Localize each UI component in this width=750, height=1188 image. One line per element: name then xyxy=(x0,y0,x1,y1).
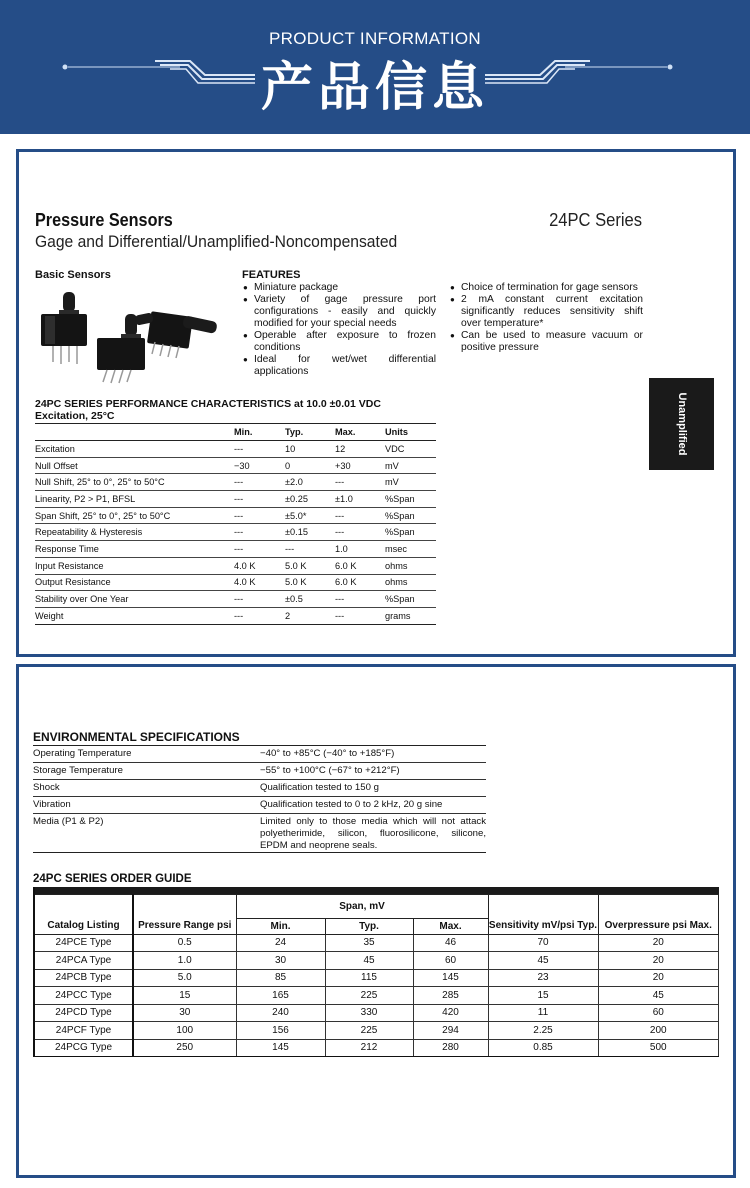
table-cell: %Span xyxy=(385,491,436,508)
table-cell: 115 xyxy=(325,969,413,987)
table-cell: 60 xyxy=(413,952,488,970)
table-cell: 280 xyxy=(413,1039,488,1057)
table-cell: ±2.0 xyxy=(285,474,335,491)
table-cell: 330 xyxy=(325,1004,413,1022)
table-cell: 1.0 xyxy=(335,541,385,558)
table-cell: 35 xyxy=(325,934,413,952)
table-cell: 100 xyxy=(133,1022,236,1040)
table-cell: Shock xyxy=(33,780,260,797)
table-cell: --- xyxy=(335,591,385,608)
column-header: Pressure Range psi xyxy=(133,894,236,934)
table-cell: --- xyxy=(335,507,385,524)
table-cell: Null Offset xyxy=(35,457,234,474)
table-cell: 145 xyxy=(413,969,488,987)
header-banner xyxy=(0,0,750,134)
table-cell: 46 xyxy=(413,934,488,952)
table-cell: 11 xyxy=(488,1004,598,1022)
catalog-listing-cell: 24PCG Type xyxy=(34,1039,133,1057)
table-cell: 12 xyxy=(335,441,385,458)
table-cell: 225 xyxy=(325,1022,413,1040)
column-header xyxy=(35,424,234,441)
column-header: Units xyxy=(385,424,436,441)
table-row xyxy=(35,441,436,458)
table-cell: −55° to +100°C (−67° to +212°F) xyxy=(260,763,486,780)
catalog-listing-cell: 24PCA Type xyxy=(34,952,133,970)
catalog-listing-cell: 24PCB Type xyxy=(34,969,133,987)
table-row xyxy=(33,814,486,853)
table-cell: 165 xyxy=(236,987,325,1005)
table-cell: 20 xyxy=(598,934,719,952)
table-cell: 250 xyxy=(133,1039,236,1057)
feature-item: ● Ideal for wet/wet differential applications xyxy=(242,354,436,378)
table-cell: 0.5 xyxy=(133,934,236,952)
environmental-title: ENVIRONMENTAL SPECIFICATIONS xyxy=(33,730,240,744)
table-cell: 30 xyxy=(133,1004,236,1022)
column-header: Typ. xyxy=(285,424,335,441)
table-row xyxy=(35,591,436,608)
table-row xyxy=(33,746,486,763)
table-cell: 5.0 K xyxy=(285,557,335,574)
table-cell: 15 xyxy=(133,987,236,1005)
table-cell: ohms xyxy=(385,574,436,591)
table-cell: Operating Temperature xyxy=(33,746,260,763)
column-header: Typ. xyxy=(325,918,413,934)
table-header-row xyxy=(35,424,436,441)
table-cell: 2 xyxy=(285,607,335,624)
table-cell: Weight xyxy=(35,607,234,624)
table-cell: 240 xyxy=(236,1004,325,1022)
banner-title-cn: 产品信息 xyxy=(260,58,489,118)
specifications-panel xyxy=(16,664,736,1178)
table-cell: 500 xyxy=(598,1039,719,1057)
table-cell: 60 xyxy=(598,1004,719,1022)
table-row xyxy=(34,1039,719,1057)
table-cell: Excitation xyxy=(35,441,234,458)
feature-item: ● Can be used to measure vacuum or positive pressure xyxy=(449,330,643,354)
table-cell: Span Shift, 25° to 0°, 25° to 50°C xyxy=(35,507,234,524)
table-cell: %Span xyxy=(385,591,436,608)
feature-item: ● Choice of termination for gage sensors xyxy=(449,282,643,294)
table-cell: 85 xyxy=(236,969,325,987)
column-header: Min. xyxy=(234,424,285,441)
table-cell: 23 xyxy=(488,969,598,987)
table-cell: 294 xyxy=(413,1022,488,1040)
table-cell: 225 xyxy=(325,987,413,1005)
table-row xyxy=(35,457,436,474)
table-row xyxy=(35,557,436,574)
series-label: 24PC Series xyxy=(549,210,642,230)
table-cell: Null Shift, 25° to 0°, 25° to 50°C xyxy=(35,474,234,491)
table-cell: ±5.0* xyxy=(285,507,335,524)
table-cell: mV xyxy=(385,474,436,491)
table-cell: Linearity, P2 > P1, BFSL xyxy=(35,491,234,508)
table-cell: −40° to +85°C (−40° to +185°F) xyxy=(260,746,486,763)
catalog-listing-cell: 24PCE Type xyxy=(34,934,133,952)
table-cell: 20 xyxy=(598,952,719,970)
table-cell: %Span xyxy=(385,507,436,524)
table-cell: 200 xyxy=(598,1022,719,1040)
table-cell: Output Resistance xyxy=(35,574,234,591)
table-cell: ±1.0 xyxy=(335,491,385,508)
table-cell: +30 xyxy=(335,457,385,474)
table-cell: 70 xyxy=(488,934,598,952)
table-cell: 45 xyxy=(598,987,719,1005)
table-cell: --- xyxy=(234,441,285,458)
table-cell: --- xyxy=(234,507,285,524)
table-cell: −30 xyxy=(234,457,285,474)
table-row xyxy=(34,952,719,970)
table-cell: 145 xyxy=(236,1039,325,1057)
side-tab-unamplified xyxy=(649,378,714,470)
table-cell: Media (P1 & P2) xyxy=(33,814,260,853)
column-header: Catalog Listing xyxy=(34,894,133,934)
table-cell: --- xyxy=(335,607,385,624)
table-cell: --- xyxy=(335,524,385,541)
catalog-listing-cell: 24PCF Type xyxy=(34,1022,133,1040)
table-cell: ±0.25 xyxy=(285,491,335,508)
table-row xyxy=(35,491,436,508)
table-cell: --- xyxy=(234,524,285,541)
table-cell: 420 xyxy=(413,1004,488,1022)
banner-title-en: PRODUCT INFORMATION xyxy=(269,29,481,48)
table-row xyxy=(33,763,486,780)
table-cell: Qualification tested to 0 to 2 kHz, 20 g sine xyxy=(260,797,486,814)
table-row xyxy=(33,780,486,797)
table-row xyxy=(35,524,436,541)
table-cell: Input Resistance xyxy=(35,557,234,574)
table-cell: Limited only to those media which will not attack polyetherimide, silicon, fluorosilicone, silicone, EPDM and neoprene seals. xyxy=(260,814,486,853)
table-cell: Vibration xyxy=(33,797,260,814)
table-row xyxy=(35,507,436,524)
table-cell: 212 xyxy=(325,1039,413,1057)
table-row xyxy=(35,474,436,491)
features-heading: FEATURES xyxy=(242,269,301,281)
table-cell: 2.25 xyxy=(488,1022,598,1040)
column-header: Span, mV xyxy=(236,894,488,918)
table-cell: ±0.15 xyxy=(285,524,335,541)
feature-item: ● Operable after exposure to frozen conditions xyxy=(242,330,436,354)
order-guide-title: 24PC SERIES ORDER GUIDE xyxy=(33,873,192,885)
table-cell: 156 xyxy=(236,1022,325,1040)
table-cell: 45 xyxy=(488,952,598,970)
table-cell: 1.0 xyxy=(133,952,236,970)
table-cell: VDC xyxy=(385,441,436,458)
table-cell: Repeatability & Hysteresis xyxy=(35,524,234,541)
table-cell: 4.0 K xyxy=(234,574,285,591)
catalog-listing-cell: 24PCD Type xyxy=(34,1004,133,1022)
order-guide-table xyxy=(33,887,719,1057)
table-cell: 285 xyxy=(413,987,488,1005)
table-cell: Qualification tested to 150 g xyxy=(260,780,486,797)
table-cell: --- xyxy=(234,607,285,624)
feature-item: ● Variety of gage pressure port configurations - easily and quickly modified for your special needs xyxy=(242,294,436,330)
table-cell: mV xyxy=(385,457,436,474)
table-row xyxy=(34,969,719,987)
basic-sensors-label: Basic Sensors xyxy=(35,269,111,281)
table-cell: 5.0 K xyxy=(285,574,335,591)
table-row xyxy=(33,797,486,814)
table-row xyxy=(34,987,719,1005)
table-cell: 5.0 xyxy=(133,969,236,987)
table-cell: msec xyxy=(385,541,436,558)
table-cell: --- xyxy=(234,541,285,558)
page-title: Pressure Sensors xyxy=(35,210,173,230)
table-cell: --- xyxy=(335,474,385,491)
column-header: Sensitivity mV/psi Typ. xyxy=(488,894,598,934)
table-cell: Storage Temperature xyxy=(33,763,260,780)
table-row xyxy=(35,574,436,591)
feature-item: ● Miniature package xyxy=(242,282,436,294)
table-cell: Response Time xyxy=(35,541,234,558)
table-cell: 0 xyxy=(285,457,335,474)
feature-item: ● 2 mA constant current excitation significantly reduces sensitivity shift over temperature* xyxy=(449,294,643,330)
table-header-row xyxy=(34,894,719,918)
table-cell: 0.85 xyxy=(488,1039,598,1057)
table-cell: --- xyxy=(234,474,285,491)
column-header: Overpressure psi Max. xyxy=(598,894,719,934)
table-cell: 45 xyxy=(325,952,413,970)
page-subtitle: Gage and Differential/Unamplified-Noncompensated xyxy=(35,232,398,251)
table-row xyxy=(34,1004,719,1022)
table-row xyxy=(34,1022,719,1040)
environmental-table xyxy=(33,745,486,853)
side-tab-label: Unamplified xyxy=(675,392,688,456)
table-cell: --- xyxy=(234,491,285,508)
table-row xyxy=(35,541,436,558)
table-cell: 6.0 K xyxy=(335,557,385,574)
table-cell: --- xyxy=(285,541,335,558)
table-cell: grams xyxy=(385,607,436,624)
features-list-1 xyxy=(242,282,436,378)
table-cell: 15 xyxy=(488,987,598,1005)
table-cell: 30 xyxy=(236,952,325,970)
table-cell: 24 xyxy=(236,934,325,952)
table-row xyxy=(35,607,436,624)
table-cell: --- xyxy=(234,591,285,608)
product-panel xyxy=(16,149,736,657)
features-list-2 xyxy=(449,282,643,354)
catalog-listing-cell: 24PCC Type xyxy=(34,987,133,1005)
column-header: Max. xyxy=(413,918,488,934)
sensor-image xyxy=(37,284,222,384)
performance-title: 24PC SERIES PERFORMANCE CHARACTERISTICS at 10.0 ±0.01 VDC Excitation, 25°C xyxy=(35,398,381,422)
table-cell: %Span xyxy=(385,524,436,541)
table-cell: ±0.5 xyxy=(285,591,335,608)
column-header: Min. xyxy=(236,918,325,934)
table-cell: 20 xyxy=(598,969,719,987)
column-header: Max. xyxy=(335,424,385,441)
table-cell: Stability over One Year xyxy=(35,591,234,608)
table-cell: 4.0 K xyxy=(234,557,285,574)
table-cell: ohms xyxy=(385,557,436,574)
performance-table xyxy=(35,423,436,625)
table-cell: 10 xyxy=(285,441,335,458)
table-cell: 6.0 K xyxy=(335,574,385,591)
table-row xyxy=(34,934,719,952)
